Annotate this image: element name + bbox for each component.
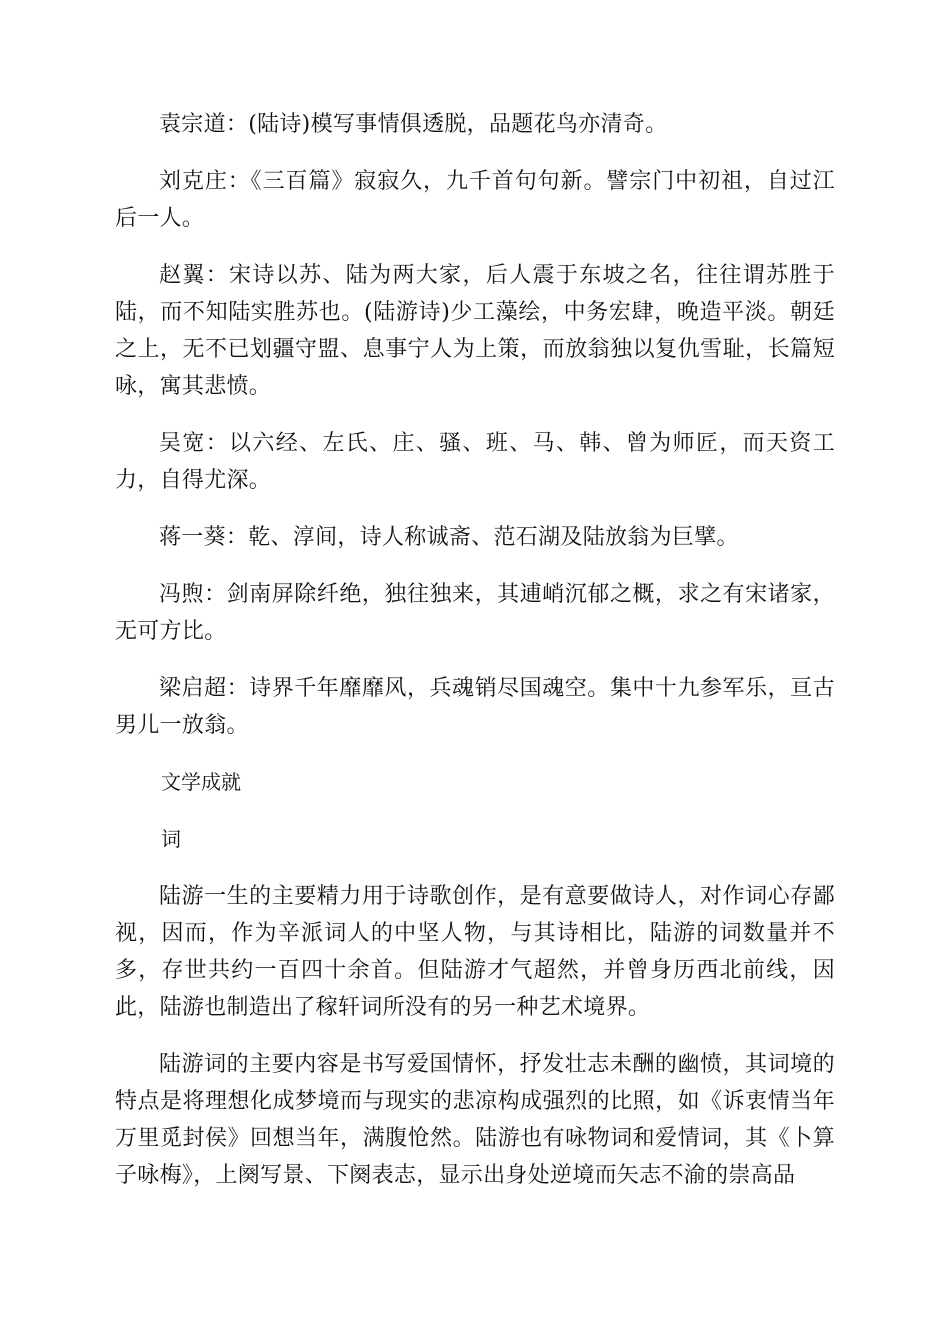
quote-feng-xu: 冯煦：剑南屏除纤绝，独往独来，其逋峭沉郁之概，求之有宋诸家，无可方比。 [115,582,835,644]
body-paragraph: 陆游一生的主要精力用于诗歌创作，是有意要做诗人，对作词心存鄙视，因而，作为辛派词人的中坚人物，与其诗相比，陆游的词数量并不多，存世共约一百四十余首。但陆游才气超然，并曾身历西北前线，因此，陆游也制造出了稼轩词所没有的另一种艺术境界。 [115,884,835,1020]
quote-wu-kuan: 吴宽：以六经、左氏、庄、骚、班、马、韩、曾为师匠，而天资工力，自得尤深。 [115,431,835,493]
subsection-heading: 词 [161,827,181,851]
body-paragraph: 陆游词的主要内容是书写爱国情怀，抒发壮志未酬的幽愤，其词境的特点是将理想化成梦境而与现实的悲凉构成强烈的比照，如《诉衷情当年万里觅封侯》回想当年，满腹怆然。陆游也有咏物词和爱情词，其《卜算子咏梅》，上阕写景、下阕表志，显示出身处逆境而矢志不渝的崇高品 [115,1052,835,1188]
quote-liang-qichao: 梁启超：诗界千年靡靡风，兵魂销尽国魂空。集中十九参军乐，亘古男儿一放翁。 [115,676,835,738]
document-body [115,106,835,1214]
quote-yuan-zongdao: 袁宗道：(陆诗)模写事情俱透脱，品题花鸟亦清奇。 [159,112,668,137]
section-heading: 文学成就 [161,770,241,794]
quote-zhao-yi: 赵翼：宋诗以苏、陆为两大家，后人震于东坡之名，往往谓苏胜于陆，而不知陆实胜苏也。(陆游诗)少工藻绘，中务宏肆，晚造平淡。朝廷之上，无不已划疆守盟、息事宁人为上策，而放翁独以复仇雪耻，长篇短咏，寓其悲愤。 [115,263,835,399]
quote-liu-kezhuang: 刘克庄：《三百篇》寂寂久，九千首句句新。譬宗门中初祖，自过江后一人。 [115,169,835,231]
quote-jiang-yikui: 蒋一葵：乾、淳间，诗人称诚斋、范石湖及陆放翁为巨擘。 [159,525,739,550]
